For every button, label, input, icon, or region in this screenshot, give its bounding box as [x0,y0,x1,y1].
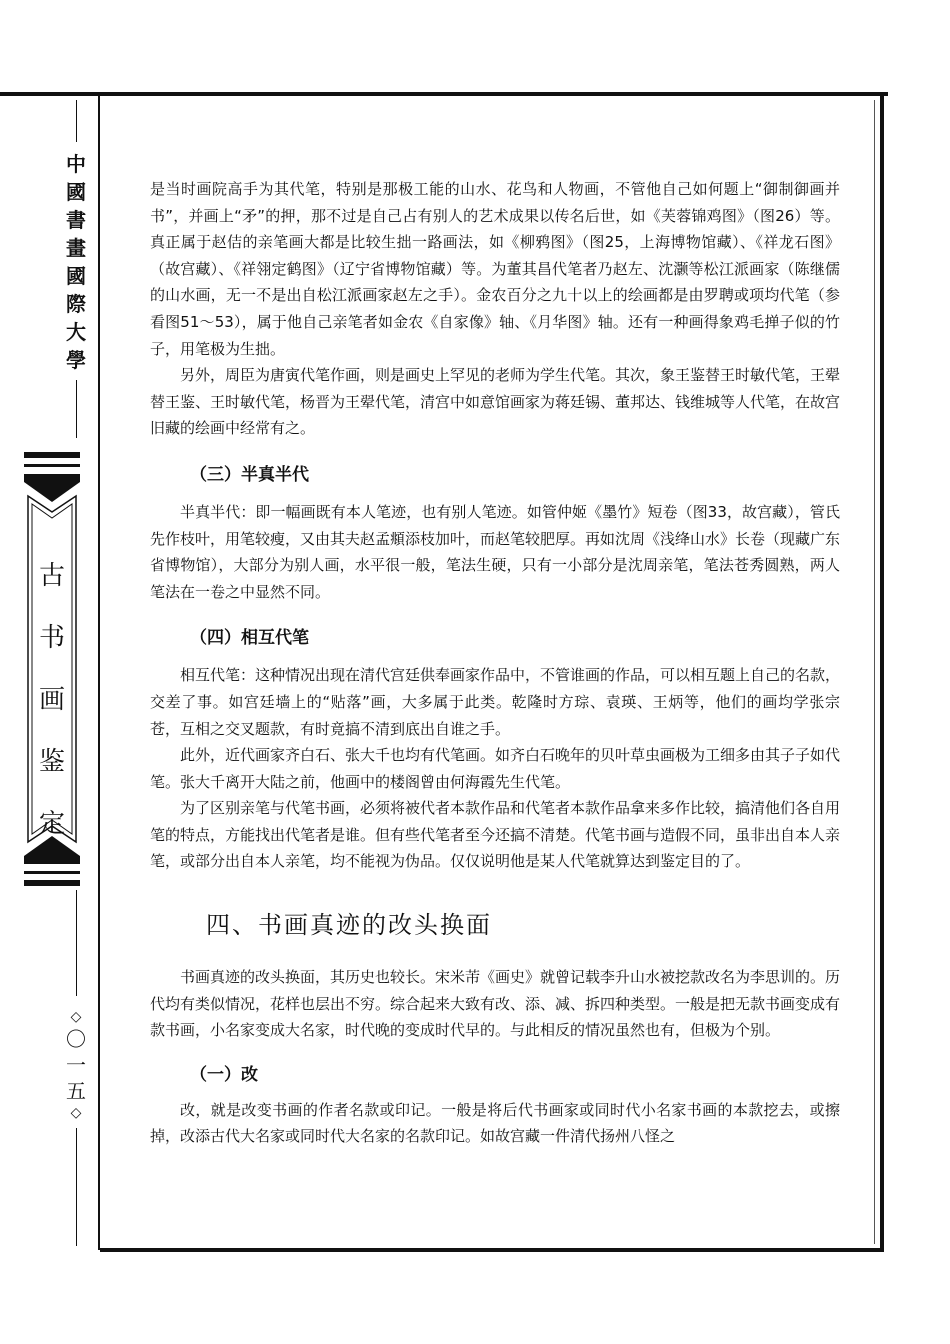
publisher-char: 畫 [66,236,86,260]
paragraph: 相互代笔：这种情况出现在清代宫廷供奉画家作品中，不管谁画的作品，可以相互题上自己的名款，交差了事。如宫廷墙上的“贴落”画，大多属于此类。乾隆时方琮、袁瑛、王炳等，他们的画均学张宗苍，互相之交叉题款，有时竟搞不清到底出自谁之手。 [150,666,841,738]
book-title-char: 画 [38,685,65,715]
spine-line [76,1128,77,1246]
main-text [150,176,840,1150]
publisher-char: 中 [66,152,86,176]
diamond-ornament-icon: ◇ [70,1105,82,1121]
publisher-char: 際 [66,292,86,316]
page-number-digit: 一 [66,1053,86,1077]
book-title-char: 鉴 [38,747,65,777]
publisher-char: 國 [66,264,86,288]
book-title-char: 书 [38,623,65,653]
paragraph: 半真半代：即一幅画既有本人笔迹，也有别人笔迹。如管仲姬《墨竹》短卷（图33，故宫藏），管氏先作枝叶，用笔较瘦，又由其夫赵孟頫添枝加叶，而赵笔较肥厚。再如沈周《浅绛山水》长卷（现藏广东省博物馆），大部分为别人画，水平很一般，笔法生硬，只有一小部分是沈周亲笔，笔法苍秀圆熟，两人笔法在一卷之中显然不同。 [150,502,841,601]
book-title-char: 古 [38,561,65,591]
paragraph: 改，就是改变书画的作者名款或印记。一般是将后代书画家或同时代小名家书画的本款挖去，或擦掉，改添古代大名家或同时代大名家的名款印记。如故宫藏一件清代扬州八怪之 [150,1100,840,1146]
spine-line [76,890,77,996]
paragraph: 书画真迹的改头换面，其历史也较长。宋米芾《画史》就曾记载李升山水被挖款改名为李思训的。历代均有类似情况，花样也层出不穷。综合起来大致有改、添、减、拆四种类型。一般是把无款书画变成有款书画，小名家变成大名家，时代晚的变成时代早的。与此相反的情况虽然也有，但极为个别。 [150,968,841,1040]
publisher-char: 國 [66,180,86,204]
publisher-char: 書 [66,208,86,232]
page-number [58,1008,94,1122]
publisher-char: 大 [66,320,86,344]
frame-inner-right-line [874,100,875,1244]
book-title-vertical [24,545,80,855]
section-heading: 四、书画真迹的改头换面 [206,911,492,940]
paragraph: 此外，近代画家齐白石、张大千也均有代笔画。如齐白石晚年的贝叶草虫画极为工细多由其子子如代笔。张大千离开大陆之前，他画中的楼阁曾由何海霞先生代笔。 [150,746,841,791]
page-number-digit: 〇 [66,1027,86,1051]
frame-left-border [98,96,100,1250]
paragraph: 为了区别亲笔与代笔书画，必须将被代者本款作品和代笔者本款作品拿来多作比较，搞清他们各自用笔的特点，方能找出代笔者是谁。但有些代笔者至今还搞不清楚。代笔书画与造假不同，虽非出自本人亲笔，或部分出自本人亲笔，均不能视为伪品。仅仅说明他是某人代笔就算达到鉴定目的了。 [150,799,841,871]
frame-bottom-border [100,1248,884,1252]
subheading: （三）半真半代 [190,464,309,485]
subheading: （一）改 [190,1064,258,1085]
publisher-vertical-title [58,150,94,374]
diamond-ornament-icon: ◇ [70,1009,82,1025]
publisher-char: 學 [66,348,86,372]
frame-right-border [880,92,884,1252]
book-title-char: 定 [38,809,65,839]
spine-line [76,100,77,142]
paragraph: 另外，周臣为唐寅代笔作画，则是画史上罕见的老师为学生代笔。其次，象王鉴替王时敏代笔，王翚替王鉴、王时敏代笔，杨晋为王翚代笔，清宫中如意馆画家为蒋廷锡、董邦达、钱维城等人代笔，在故宫旧藏的绘画中经常有之。 [150,366,841,438]
paragraph: 是当时画院高手为其代笔，特别是那极工能的山水、花鸟和人物画，不管他自己如何题上“御制御画并书”，并画上“矛”的押，那不过是自己占有别人的艺术成果以传名后世，如《芙蓉锦鸡图》（图26）等。真正属于赵佶的亲笔画大都是比较生拙一路画法，如《柳鸦图》（图25，上海博物馆藏）、《祥龙石图》（故宫藏）、《祥翎定鹤图》（辽宁省博物馆藏）等。为董其昌代笔者乃赵左、沈灏等松江派画家（陈继儒的山水画，无一不是出自松江派画家赵左之手）。金农百分之九十以上的绘画都是由罗聘或项均代笔（参看图51～53），属于他自己亲笔者如金农《自家像》轴、《月华图》轴。还有一种画得象鸡毛掸子似的竹子，用笔极为生拙。 [150,180,840,358]
page-number-digit: 五 [66,1079,86,1103]
subheading: （四）相互代笔 [190,628,309,649]
spine-line [76,380,77,438]
frame-top-border [0,92,888,96]
